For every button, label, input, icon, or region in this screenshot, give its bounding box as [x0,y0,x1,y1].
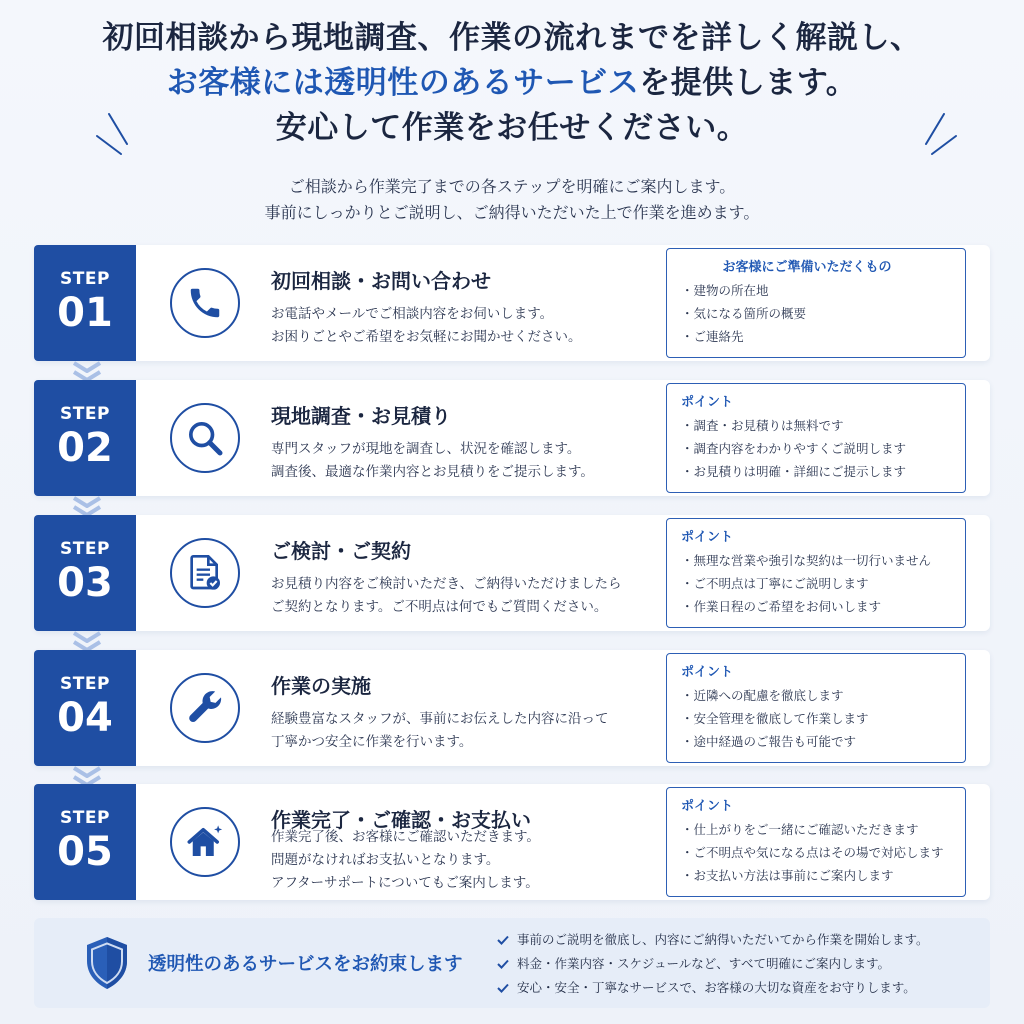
step-title: 作業の実施 [271,674,371,698]
step-badge [34,650,136,766]
document-check-icon [170,538,240,608]
accent-lines-right-icon [918,112,958,158]
step-number: 04 [57,695,113,741]
point-title: ポイント [681,799,734,814]
step-card-01 [34,245,990,361]
step-badge [34,784,136,900]
point-item: ・ 無理な営業や強引な契約は一切行いません [681,549,953,572]
step-label: STEP [60,269,110,289]
intro-line-2: 事前にしっかりとご説明し、ご納得いただいた上で作業を進めます。 [264,203,760,222]
intro-text [0,174,1024,226]
step-card-04 [34,650,990,766]
headline-accent: お客様には透明性のあるサービス [166,65,640,101]
check-icon [497,959,509,969]
point-box [666,653,966,763]
step-description: 経験豊富なスタッフが、事前にお伝えした内容に沿って 丁寧かつ安全に作業を行います。 [271,711,609,750]
step-number: 01 [57,290,113,336]
step-number: 05 [57,829,113,875]
point-item: ・ 安全管理を徹底して作業します [681,707,953,730]
headline-line-2-rest: を提供します。 [639,65,858,101]
point-box [666,787,966,897]
point-box [666,383,966,493]
step-description: 作業完了後、お客様にご確認いただきます。 問題がなければお支払いとなります。 アフターサポートについてもご案内します。 [271,829,540,891]
accent-lines-left-icon [95,112,135,158]
promise-list [497,928,929,1000]
point-box [666,518,966,628]
intro-line-1: ご相談から作業完了までの各ステップを明確にご案内します。 [288,177,736,196]
point-item: ・ ご不明点や気になる点はその場で対応します [681,841,953,864]
point-item: ・ 近隣への配慮を徹底します [681,684,953,707]
promise-title: 透明性のあるサービスをお約束します [148,954,463,975]
step-description: お見積り内容をご検討いただき、ご納得いただけましたら ご契約となります。ご不明点は何でもご質問ください。 [271,576,622,615]
point-item: ・ 調査内容をわかりやすくご説明します [681,437,953,460]
point-title: ポイント [681,665,734,680]
point-item: ・ 建物の所在地 [681,279,953,302]
step-label: STEP [60,539,110,559]
wrench-icon [170,673,240,743]
step-label: STEP [60,808,110,828]
step-badge [34,380,136,496]
check-icon [497,983,509,993]
promise-item: 事前のご説明を徹底し、内容にご納得いただいてから作業を開始します。 [497,928,929,952]
step-title: 初回相談・お問い合わせ [271,269,491,293]
step-badge [34,245,136,361]
point-title: ポイント [681,530,734,545]
point-item: ・ お支払い方法は事前にご案内します [681,864,953,887]
step-title: ご検討・ご契約 [271,539,411,563]
promise-item: 安心・安全・丁寧なサービスで、お客様の大切な資産をお守りします。 [497,976,929,1000]
step-label: STEP [60,404,110,424]
headline-line-1: 初回相談から現地調査、作業の流れまでを詳しく解説し、 [102,20,922,56]
check-icon [497,935,509,945]
headline-line-3: 安心して作業をお任せください。 [275,110,749,146]
step-description: お電話やメールでご相談内容をお伺いします。 お困りごとやご希望をお気軽にお聞かせください。 [271,306,582,345]
headline [0,16,1024,151]
step-description: 専門スタッフが現地を調査し、状況を確認します。 調査後、最適な作業内容とお見積りをご提示します。 [271,441,594,480]
preparation-box [666,248,966,358]
step-badge [34,515,136,631]
point-item: ・ 調査・お見積りは無料です [681,414,953,437]
step-label: STEP [60,674,110,694]
promise-banner [34,918,990,1008]
step-card-03 [34,515,990,631]
point-item: ・ 作業日程のご希望をお伺いします [681,595,953,618]
phone-icon [170,268,240,338]
step-title: 作業完了・ご確認・お支払い [271,808,531,832]
house-sparkle-icon [170,807,240,877]
step-title: 現地調査・お見積り [271,404,451,428]
point-item: ・ ご連絡先 [681,325,953,348]
point-item: ・ お見積りは明確・詳細にご提示します [681,460,953,483]
step-card-05 [34,784,990,900]
step-number: 03 [57,560,113,606]
step-number: 02 [57,425,113,471]
point-item: ・ 気になる箇所の概要 [681,302,953,325]
point-item: ・ 仕上がりをご一緒にご確認いただきます [681,818,953,841]
shield-check-icon [82,935,132,991]
promise-item: 料金・作業内容・スケジュールなど、すべて明確にご案内します。 [497,952,929,976]
step-card-02 [34,380,990,496]
point-title: ポイント [681,395,734,410]
search-icon [170,403,240,473]
point-item: ・ ご不明点は丁寧にご説明します [681,572,953,595]
point-item: ・ 途中経過のご報告も可能です [681,730,953,753]
point-title: お客様にご準備いただくもの [722,260,892,275]
